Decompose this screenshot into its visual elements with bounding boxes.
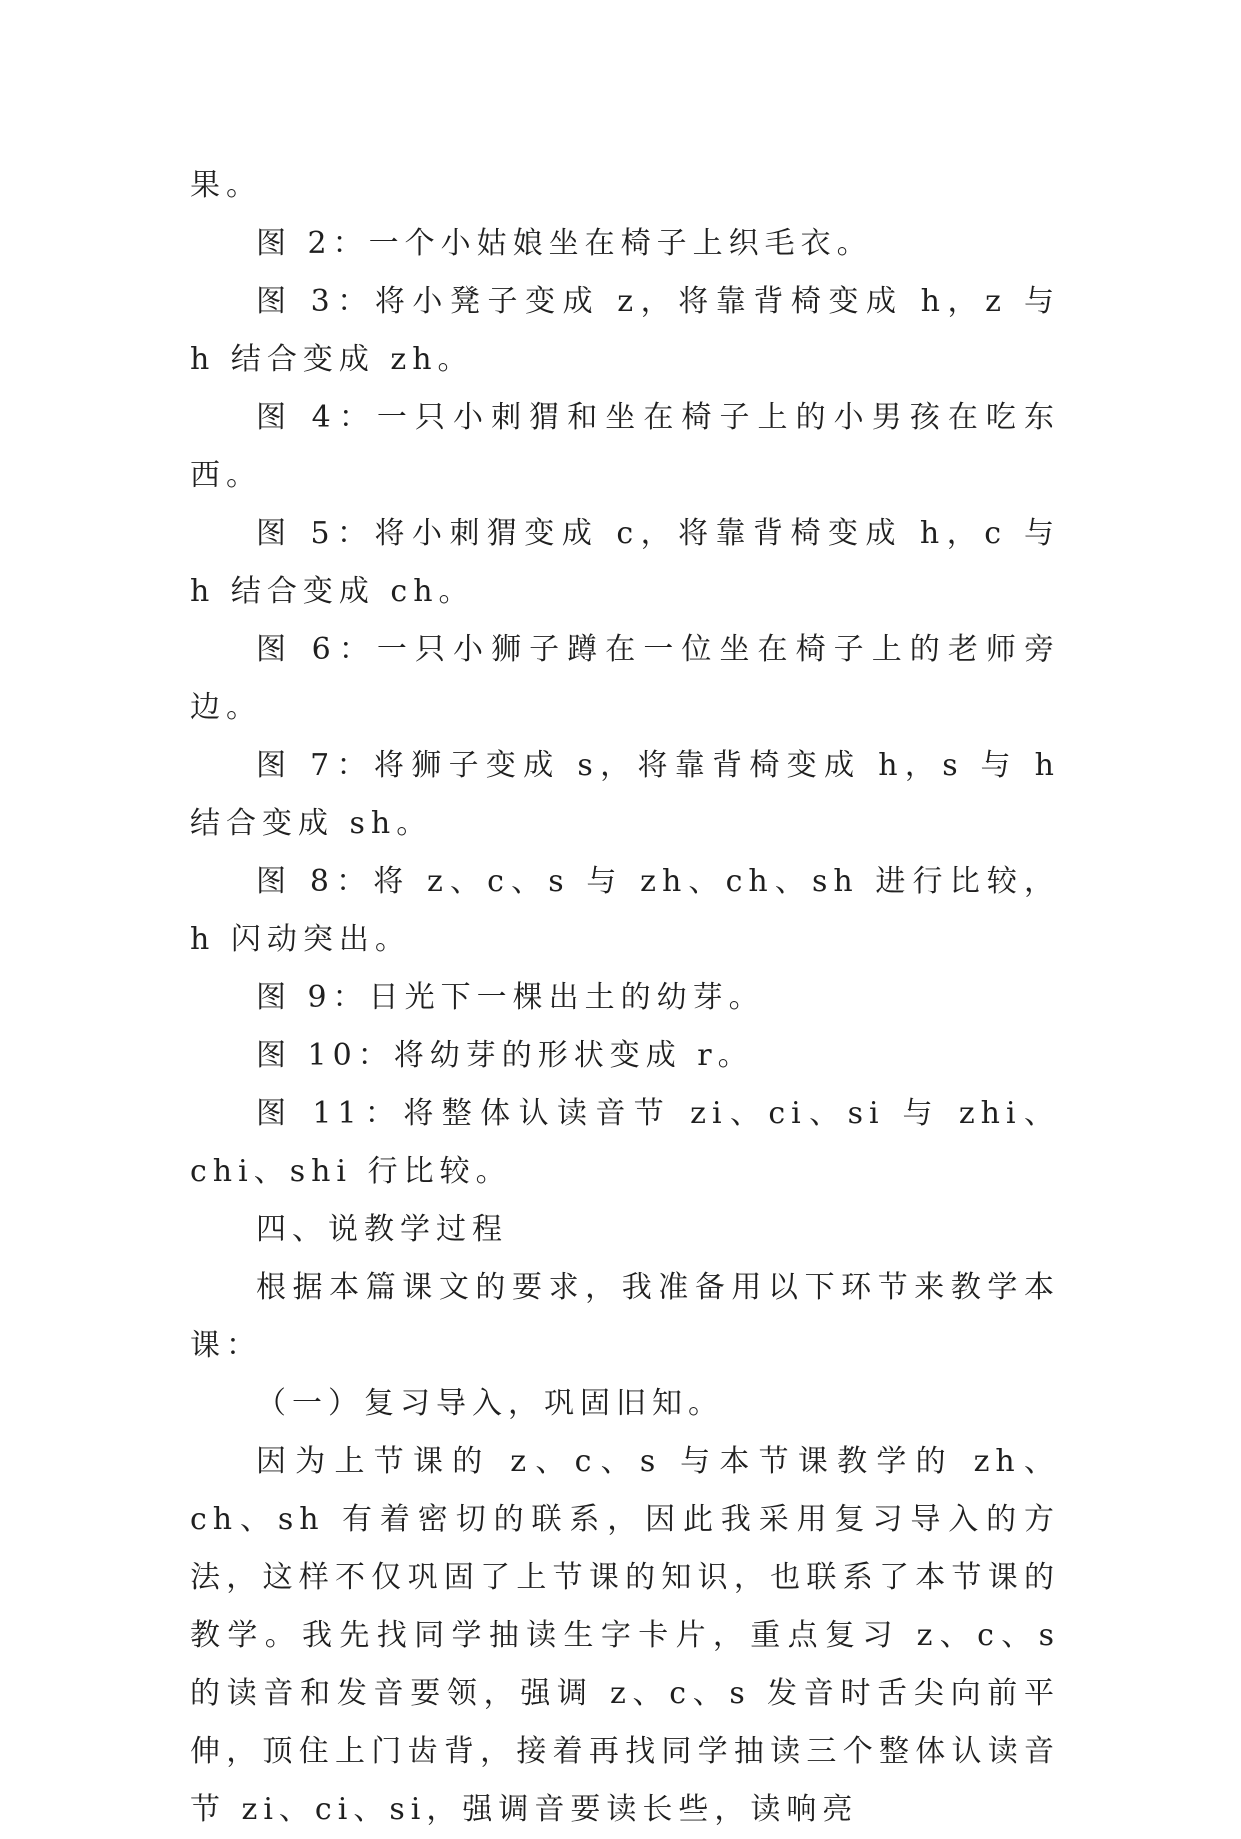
paragraph-intro: 根据本篇课文的要求，我准备用以下环节来教学本课：	[190, 1270, 1060, 1363]
subsection-heading: （一）复习导入，巩固旧知。	[256, 1386, 724, 1421]
paragraph-figure-3: 图 3：将小凳子变成 z，将靠背椅变成 h，z 与 h 结合变成 zh。	[190, 284, 1060, 377]
paragraph-figure-10: 图 10：将幼芽的形状变成 r。	[256, 1038, 754, 1073]
paragraph-figure-11: 图 11：将整体认读音节 zi、ci、si 与 zhi、chi、shi 行比较。	[190, 1096, 1060, 1189]
paragraph-figure-2: 图 2：一个小姑娘坐在椅子上织毛衣。	[256, 226, 873, 261]
paragraph-figure-8: 图 8：将 z、c、s 与 zh、ch、sh 进行比较，h 闪动突出。	[190, 864, 1060, 957]
paragraph-figure-5: 图 5：将小刺猬变成 c，将靠背椅变成 h，c 与 h 结合变成 ch。	[190, 516, 1060, 609]
paragraph-figure-9: 图 9：日光下一棵出土的幼芽。	[256, 980, 765, 1015]
section-heading: 四、说教学过程	[256, 1212, 508, 1247]
paragraph-continuation: 果。	[190, 168, 262, 203]
paragraph-figure-4: 图 4：一只小刺猬和坐在椅子上的小男孩在吃东西。	[190, 400, 1060, 493]
paragraph-figure-6: 图 6：一只小狮子蹲在一位坐在椅子上的老师旁边。	[190, 632, 1060, 725]
paragraph-figure-7: 图 7：将狮子变成 s，将靠背椅变成 h，s 与 h 结合变成 sh。	[190, 748, 1060, 841]
document-body	[190, 157, 1060, 1839]
paragraph-review: 因为上节课的 z、c、s 与本节课教学的 zh、ch、sh 有着密切的联系，因此我采用复习导入的方法，这样不仅巩固了上节课的知识，也联系了本节课的教学。我先找同学抽读生字卡片，重点复习 z、c、s 的读音和发音要领，强调 z、c、s 发音时舌尖向前平伸，顶住上门齿背，接着再找同学抽读三个整体认读音节 zi、ci、si，强调音要读长些，读响亮	[190, 1444, 1060, 1827]
